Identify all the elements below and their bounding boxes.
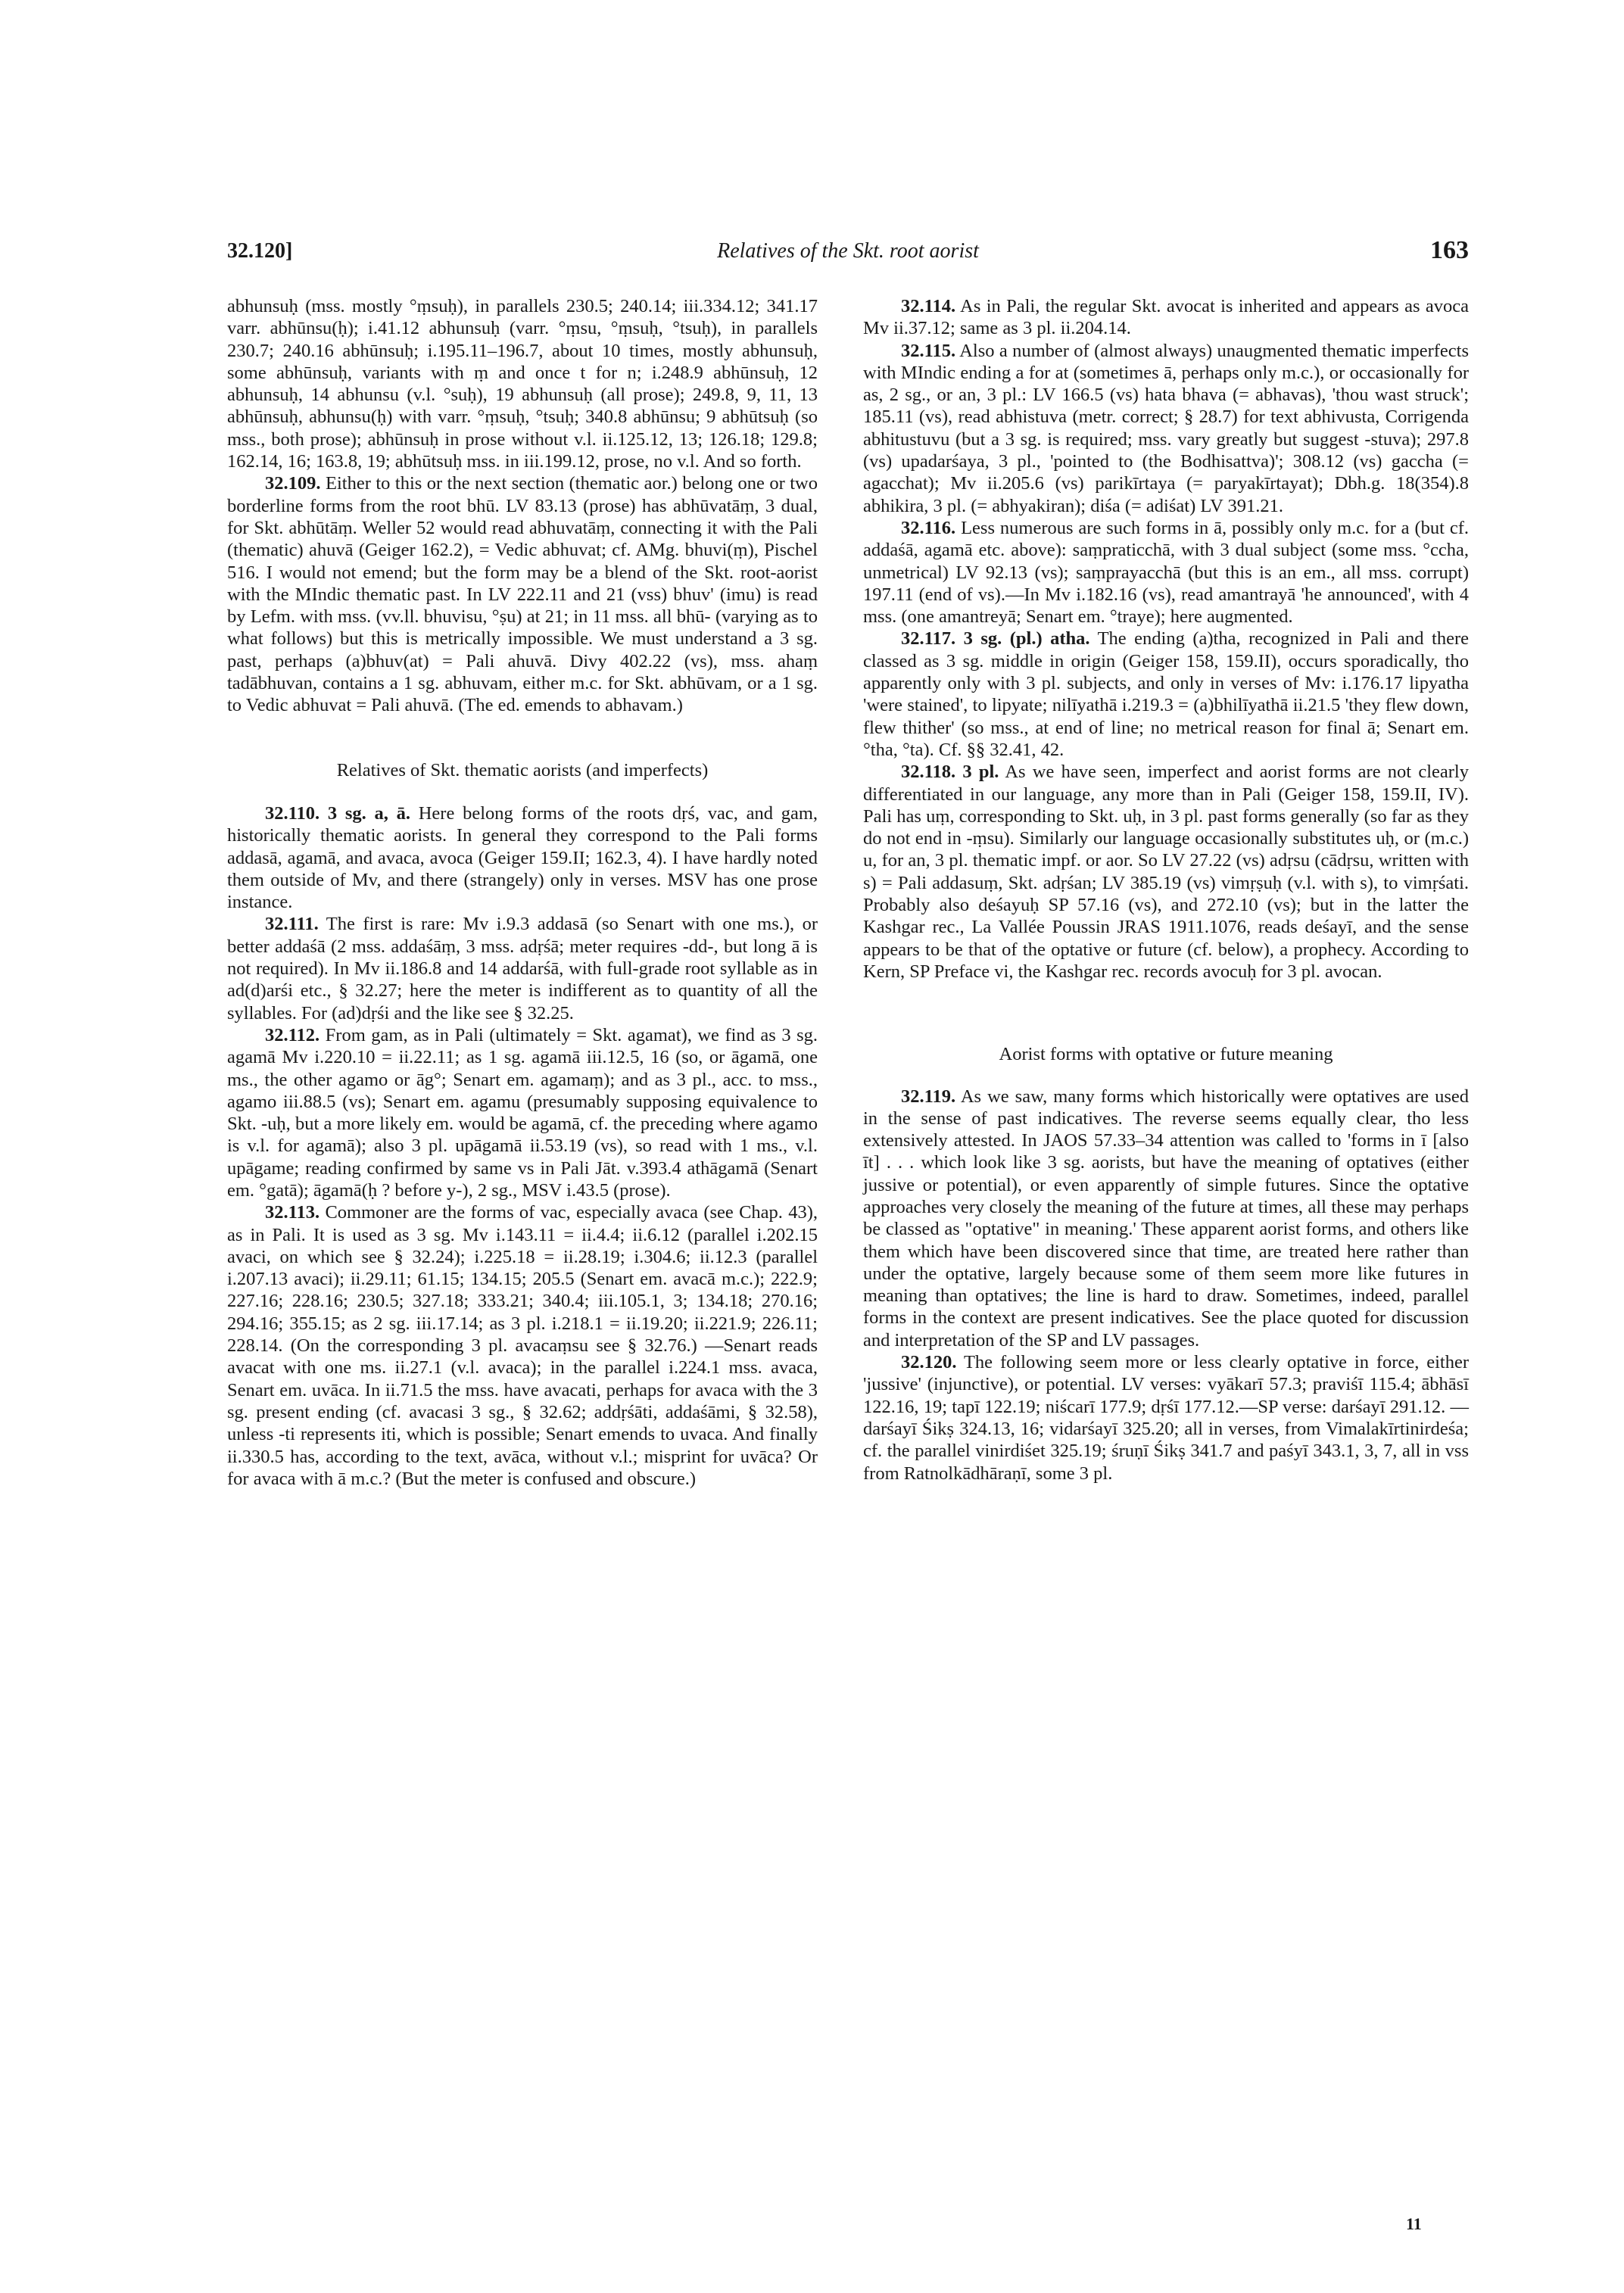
paragraph-number: 32.117. 3 sg. (pl.) atha.: [901, 628, 1090, 650]
paragraph: [227, 295, 818, 472]
right-column: [863, 295, 1469, 1485]
paragraph-text: Commoner are the forms of vac, especially avaca (see Chap. 43), as in Pali. It is used as 3 sg. Mv i.143.11 = ii.4.4; ii.6.12 (parallel i.202.15 avaci, on which see § 32.24); i.225.18 = ii.28.19; i.304.6; ii.12.3 (parallel i.207.13 avaci); ii.29.11; 61.15; 134.15; 205.5 (Senart em. avacā m.c.); 222.9; 227.16; 228.16; 230.5; 327.18; 333.21; 340.4; iii.105.1, 3; 134.18; 270.16; 294.16; 355.15; as 2 sg. iii.17.14; as 3 pl. i.218.1 = ii.19.20; ii.221.9; 226.11; 228.14. (On the corresponding 3 pl. avacaṃsu see § 32.76.) —Senart reads avacat with one ms. ii.27.1 (v.l. avaca); in the parallel i.224.1 mss. avaca, Senart em. uvāca. In ii.71.5 the mss. have avacati, perhaps for avaca with the 3 sg. present ending (cf. avacasi 3 sg., § 32.62; addṛśāti, addaśāmi, § 32.58), unless -ti represents iti, which is possible; Senart emends to uvaca. And finally ii.330.5 has, according to the text, avāca, without v.l.; misprint for uvāca? Or for avaca with ā m.c.? (But the meter is confused and obscure.): [227, 1202, 818, 1489]
paragraph-number: 32.115.: [901, 340, 956, 361]
paragraph-text: As we have seen, imperfect and aorist forms are not clearly differentiated in our language, any more than in Pali (Geiger 158, 159.II, IV). Pali has uṃ, corresponding to Skt. uḥ, in 3 pl. past forms generally (so far as they do not end in -ṃsu). Similarly our language occasionally substitutes uḥ, or (m.c.) u, for an, 3 pl. thematic impf. or aor. So LV 27.22 (vs) adṛsu (cādṛsu, written with s) = Pali addasuṃ, Skt. adṛśan; LV 385.19 (vs) vimṛṣuḥ (v.l. with s), to vimṛśati. Probably also deśayuḥ SP 57.16 (vs), and 272.10 (vs); but in the latter the Kashgar rec., La Vallée Poussin JRAS 1911.1076, reads deśayī, and the sense appears to be that of the optative or future (cf. below), a prophecy. According to Kern, SP Preface vi, the Kashgar rec. records avocuḥ for 3 pl. avocan.: [863, 762, 1469, 982]
paragraph-number: 32.120.: [901, 1352, 957, 1373]
paragraph-text: The first is rare: Mv i.9.3 addasā (so Senart with one ms.), or better addaśā (2 mss. addaśāṃ, 3 mss. adṛśā; meter requires -dd-, but long ā is not required). In Mv ii.186.8 and 14 addarśā, with full-grade root syllable as in ad(d)arśi etc., § 32.27; here the meter is indifferent as to quantity of all the syllables. For (ad)dṛśi and the like see § 32.25.: [227, 914, 818, 1023]
paragraph-number: 32.113.: [265, 1202, 320, 1223]
paragraph-number: 32.109.: [265, 473, 321, 494]
section-heading: Relatives of Skt. thematic aorists (and imperfects): [336, 759, 709, 780]
paragraph: [227, 472, 818, 716]
paragraph: [863, 761, 1469, 983]
paragraph: [863, 340, 1469, 517]
paragraph-number: 32.112.: [265, 1024, 320, 1045]
paragraph: [227, 913, 818, 1023]
paragraph-text: Also a number of (almost always) unaugmented thematic imperfects with MIndic ending a for at (sometimes ā, perhaps only m.c.), or occasionally for as, 2 sg., or an, 3 pl.: LV 166.5 (vs) hata bhava (= abhavas), 'thou wast struck'; 185.11 (vs), read abhistuva (metr. correct; § 28.7) for text abhivusta, Corrigenda abhitustuvu (but a 3 sg. is required; mss. vary greatly but suggest -stuva); 297.8 (vs) upadarśaya, 3 pl., 'pointed to (the Bodhisattva)'; 308.12 (vs) gaccha (= agacchat); Mv ii.205.6 (vs) parikīrtaya (= paryakīrtayat); Dbh.g. 18(354).8 abhikira, 3 pl. (= abhyakiran); diśa (= adiśat) LV 391.21.: [863, 340, 1469, 516]
paragraph-text: From gam, as in Pali (ultimately = Skt. agamat), we find as 3 sg. agamā Mv i.220.10 = ii.22.11; as 1 sg. agamā iii.12.5, 16 (so, or āgamā, one ms., the other agamo or āg°; Senart em. agamaṃ); and as 3 pl., acc. to mss., agamo iii.88.5 (vs); Senart em. agamu (presumably supposing equivalence to Skt. -uḥ, but a more likely em. would be agamā, cf. the preceding where agamo is v.l. for agamā); also 3 pl. upāgamā ii.53.19 (vs), so read with 1 ms., v.l. upāgame; reading confirmed by same vs in Pali Jāt. v.393.4 athāgamā (Senart em. °gatā); āgamā(ḥ ? before y-), 2 sg., MSV i.43.5 (prose).: [227, 1024, 818, 1201]
section-reference: 32.120]: [227, 239, 293, 263]
paragraph: [227, 1024, 818, 1201]
running-header: [227, 236, 1469, 273]
paragraph-text: Here belong forms of the roots dṛś, vac, and gam, historically thematic aorists. In general they correspond to the Pali forms addasā, agamā, and avaca, avoca (Geiger 159.II; 162.3, 4). I have hardly noted them outside of Mv, and there (strangely) only in verses. MSV has one prose instance.: [227, 802, 818, 913]
paragraph: [227, 802, 818, 913]
paragraph-text: The ending (a)tha, recognized in Pali and there classed as 3 sg. middle in origin (Geiger 158, 159.II), occurs sporadically, tho apparently only with 3 pl. subjects, and only in verses of Mv: i.176.17 lipyatha 'were stained', to lipyate; nilīyathā i.219.3 = (a)bhilīyathā ii.21.5 'they flew down, flew thither' (so mss., at end of line; no metrical reason for final ā; Senart em. °tha, °ta). Cf. §§ 32.41, 42.: [863, 628, 1469, 760]
signature-mark: 11: [1406, 2214, 1422, 2233]
paragraph-number: 32.119.: [901, 1086, 956, 1107]
paragraph-number: 32.111.: [265, 914, 319, 935]
page-number: 163: [1430, 236, 1469, 264]
paragraph: [863, 1086, 1469, 1352]
paragraph-number: 32.114.: [901, 296, 956, 316]
paragraph: [863, 517, 1469, 628]
paragraph-text: As in Pali, the regular Skt. avocat is inherited and appears as avoca Mv ii.37.12; same as 3 pl. ii.204.14.: [863, 296, 1469, 339]
paragraph: [863, 295, 1469, 340]
running-title: Relatives of the Skt. root aorist: [717, 239, 979, 263]
paragraph-text: Less numerous are such forms in ā, possibly only m.c. for a (but cf. addaśā, agamā etc. above): saṃpraticchā, with 3 dual subject (some mss. °ccha, unmetrical) LV 92.13 (vs); saṃprayacchā (but this is an em., all mss. corrupt) 197.11 (end of vs).—In Mv i.182.16 (vs), read amantrayā 'he announced', with 4 mss. (one amantreyā; Senart em. °traye); here augmented.: [863, 517, 1469, 628]
paragraph-text: Either to this or the next section (thematic aor.) belong one or two borderline forms from the root bhū. LV 83.13 (prose) has abhūvatāṃ, 3 dual, for Skt. abhūtāṃ. Weller 52 would read abhuvatāṃ, connecting it with the Pali (thematic) ahuvā (Geiger 162.2), = Vedic abhuvat; cf. AMg. bhuvi(ṃ), Pischel 516. I would not emend; but the form may be a blend of the Skt. root-aorist with the MIndic thematic past. In LV 222.11 and 21 (vss) bhuv' (imu) is read by Lefm. with mss. (vv.ll. bhuvisu, °ṣu) at 21; in 11 mss. all bhū- (varying as to what follows) but this is metrically impossible. We must understand a 3 sg. past, perhaps (a)bhuv(at) = Pali ahuvā. Divy 402.22 (vs), mss. ahaṃ tadābhuvan, contains a 1 sg. abhuvam, either m.c. for Skt. abhūvam, or a 1 sg. to Vedic abhuvat = Pali ahuvā. (The ed. emends to abhavam.): [227, 473, 818, 716]
paragraph-text: abhunsuḥ (mss. mostly °ṃsuḥ), in parallels 230.5; 240.14; iii.334.12; 341.17 varr. abhūnsu(ḥ); i.41.12 abhunsuḥ (varr. °ṃsu, °ṃsuḥ, °tsuḥ), in parallels 230.7; 240.16 abhūnsuḥ; i.195.11–196.7, about 10 times, mostly abhunsuḥ, some abhūnsuḥ, variants with ṃ and once t for n; i.248.9 abhūnsuḥ, 12 abhunsuḥ, 14 abhunsu (v.l. °suḥ), 19 abhunsuḥ (all prose); 249.8, 9, 11, 13 abhūnsuḥ, abhunsu(ḥ) with varr. °ṃsuḥ, °tsuḥ; 340.8 abhūnsu; 9 abhūtsuḥ (so mss., both prose); abhūnsuḥ in prose without v.l. ii.125.12, 13; 126.18; 129.8; 162.14, 16; 163.8, 19; abhūtsuḥ mss. in iii.199.12, prose, no v.l. And so forth.: [227, 296, 818, 472]
paragraph: [863, 1351, 1469, 1485]
section-heading: Aorist forms with optative or future meaning: [999, 1044, 1333, 1065]
left-column: [227, 295, 818, 1490]
paragraph-number: 32.118. 3 pl.: [901, 762, 999, 783]
paragraph-text: As we saw, many forms which historically were optatives are used in the sense of past indicatives. The reverse seems equally clear, tho less extensively attested. In JAOS 57.33–34 attention was called to 'forms in ī [also īt] . . . which look like 3 sg. aorists, but have the meaning of optatives (either jussive or potential), or even apparently of simple futures. Since the optative approaches very closely the meaning of the future at times, all these may perhaps be classed as "optative" in meaning.' These apparent aorist forms, and others like them which have been discovered since that time, are treated here rather than under the optative, largely because some of them seem more like futures in meaning than optatives; the line is hard to draw. Sometimes, indeed, parallel forms in the context are present indicatives. See the place quoted for discussion and interpretation of the SP and LV passages.: [863, 1086, 1469, 1351]
paragraph-number: 32.110. 3 sg. a, ā.: [265, 802, 410, 824]
paragraph: [863, 628, 1469, 761]
paragraph-text: The following seem more or less clearly optative in force, either 'jussive' (injunctive), or potential. LV verses: vyākarī 57.3; praviśī 115.4; ābhāsī 122.16, 19; tapī 122.19; niścarī 177.9; dṛśī 177.12.—SP verse: darśayī 291.12. — darśayī Śikṣ 324.13, 16; vidarśayī 325.20; all in verses, from Vimalakīrtinirdeśa; cf. the parallel vinirdiśet 325.19; śruṇī Śikṣ 341.7 and paśyī 343.1, 3, 7, all in vss from Ratnolkādhāraṇī, some 3 pl.: [863, 1352, 1469, 1484]
paragraph-number: 32.116.: [901, 517, 956, 538]
paragraph: [227, 1201, 818, 1490]
